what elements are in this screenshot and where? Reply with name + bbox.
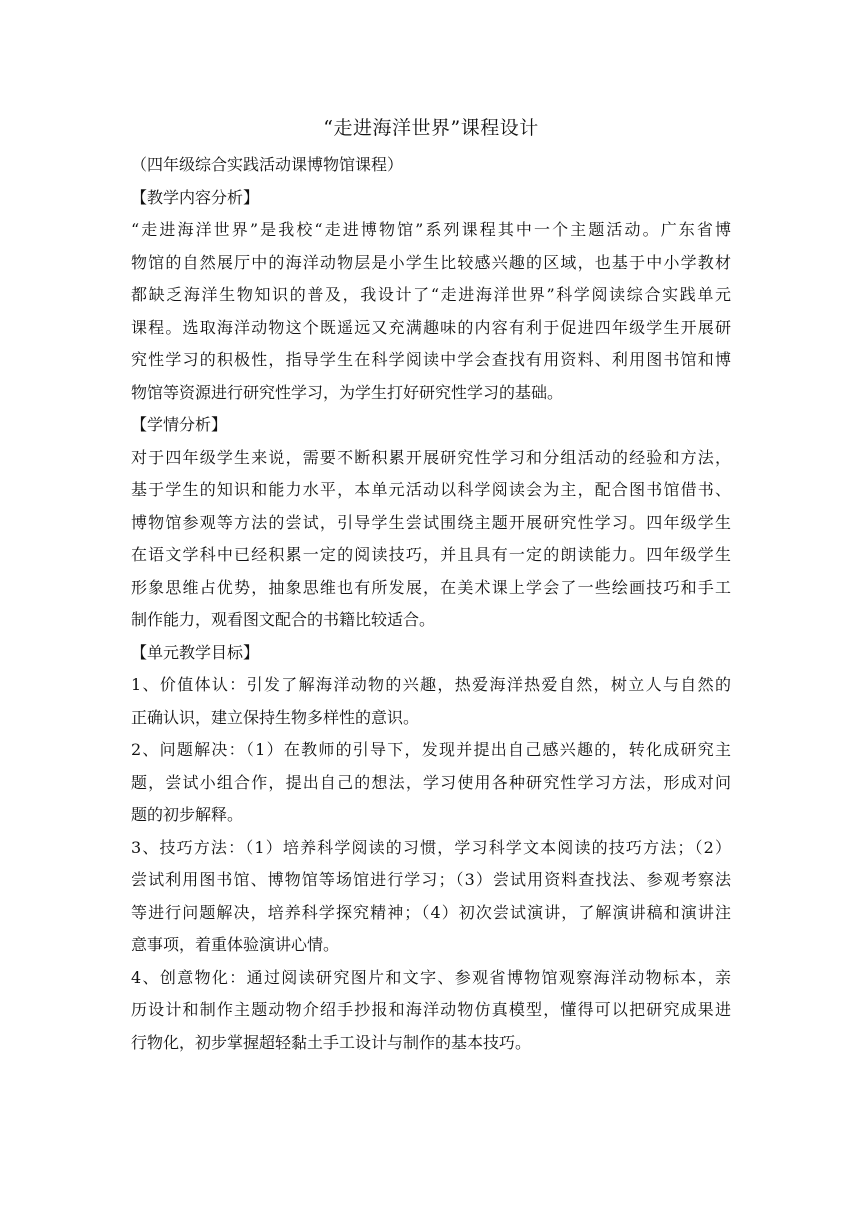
- paragraph-line: 题，尝试小组合作，提出自己的想法，学习使用各种研究性学习方法，形成对问: [131, 772, 731, 792]
- document-subtitle: （四年级综合实践活动课博物馆课程）: [131, 155, 404, 174]
- paragraph-line: 正确认识，建立保持生物多样性的意识。: [131, 707, 420, 727]
- paragraph-line: 究性学习的积极性，指导学生在科学阅读中学会查找有用资料、利用图书馆和博: [131, 350, 731, 369]
- paragraph-line: 意事项，着重体验演讲心情。: [131, 935, 340, 954]
- paragraph-line: 4、创意物化：通过阅读研究图片和文字、参观省博物馆观察海洋动物标本，亲: [131, 967, 731, 987]
- paragraph-line: 物馆的自然展厅中的海洋动物层是小学生比较感兴趣的区域，也基于中小学教材: [131, 252, 731, 272]
- paragraph-line: 尝试利用图书馆、博物馆等场馆进行学习；（3）尝试用资料查找法、参观考察法: [131, 870, 731, 889]
- sections-container: [131, 182, 731, 1060]
- paragraph-line: 对于四年级学生来说，需要不断积累开展研究性学习和分组活动的经验和方法，: [131, 447, 731, 467]
- paragraph-line: “走进海洋世界”是我校“走进博物馆”系列课程其中一个主题活动。广东省博: [131, 220, 731, 239]
- paragraph-line: 在语文学科中已经积累一定的阅读技巧，并且具有一定的朗读能力。四年级学生: [131, 545, 731, 564]
- paragraph-line: 博物馆参观等方法的尝试，引导学生尝试围绕主题开展研究性学习。四年级学生: [131, 512, 731, 532]
- paragraph-line: 形象思维占优势，抽象思维也有所发展，在美术课上学会了一些绘画技巧和手工: [131, 577, 731, 597]
- paragraph-line: 2、问题解决：（1）在教师的引导下，发现并提出自己感兴趣的，转化成研究主: [131, 740, 731, 759]
- paragraph-line: 制作能力，观看图文配合的书籍比较适合。: [131, 610, 436, 629]
- paragraph-line: 基于学生的知识和能力水平，本单元活动以科学阅读会为主，配合图书馆借书、: [131, 480, 731, 499]
- paragraph-line: 课程。选取海洋动物这个既遥远又充满趣味的内容有利于促进四年级学生开展研: [131, 317, 731, 337]
- paragraph-line: 1、价值体认：引发了解海洋动物的兴趣，热爱海洋热爱自然，树立人与自然的: [131, 675, 731, 694]
- paragraph-line: 都缺乏海洋生物知识的普及，我设计了“走进海洋世界”科学阅读综合实践单元: [131, 285, 731, 304]
- paragraph-line: 等进行问题解决，培养科学探究精神；（4）初次尝试演讲，了解演讲稿和演讲注: [131, 902, 731, 922]
- section-heading: 【教学内容分析】: [131, 187, 260, 207]
- paragraph-line: 3、技巧方法：（1）培养科学阅读的习惯，学习科学文本阅读的技巧方法；（2）: [131, 837, 731, 857]
- paragraph-line: 历设计和制作主题动物介绍手抄报和海洋动物仿真模型，懂得可以把研究成果进: [131, 1000, 731, 1019]
- document-title: “走进海洋世界”课程设计: [323, 117, 539, 139]
- section-heading: 【单元教学目标】: [131, 642, 260, 662]
- document-body: [131, 113, 731, 1059]
- paragraph-line: 行物化，初步掌握超轻黏土手工设计与制作的基本技巧。: [131, 1032, 532, 1052]
- section-heading: 【学情分析】: [131, 415, 228, 434]
- paragraph-line: 物馆等资源进行研究性学习，为学生打好研究性学习的基础。: [131, 382, 564, 402]
- paragraph-line: 题的初步解释。: [131, 805, 244, 824]
